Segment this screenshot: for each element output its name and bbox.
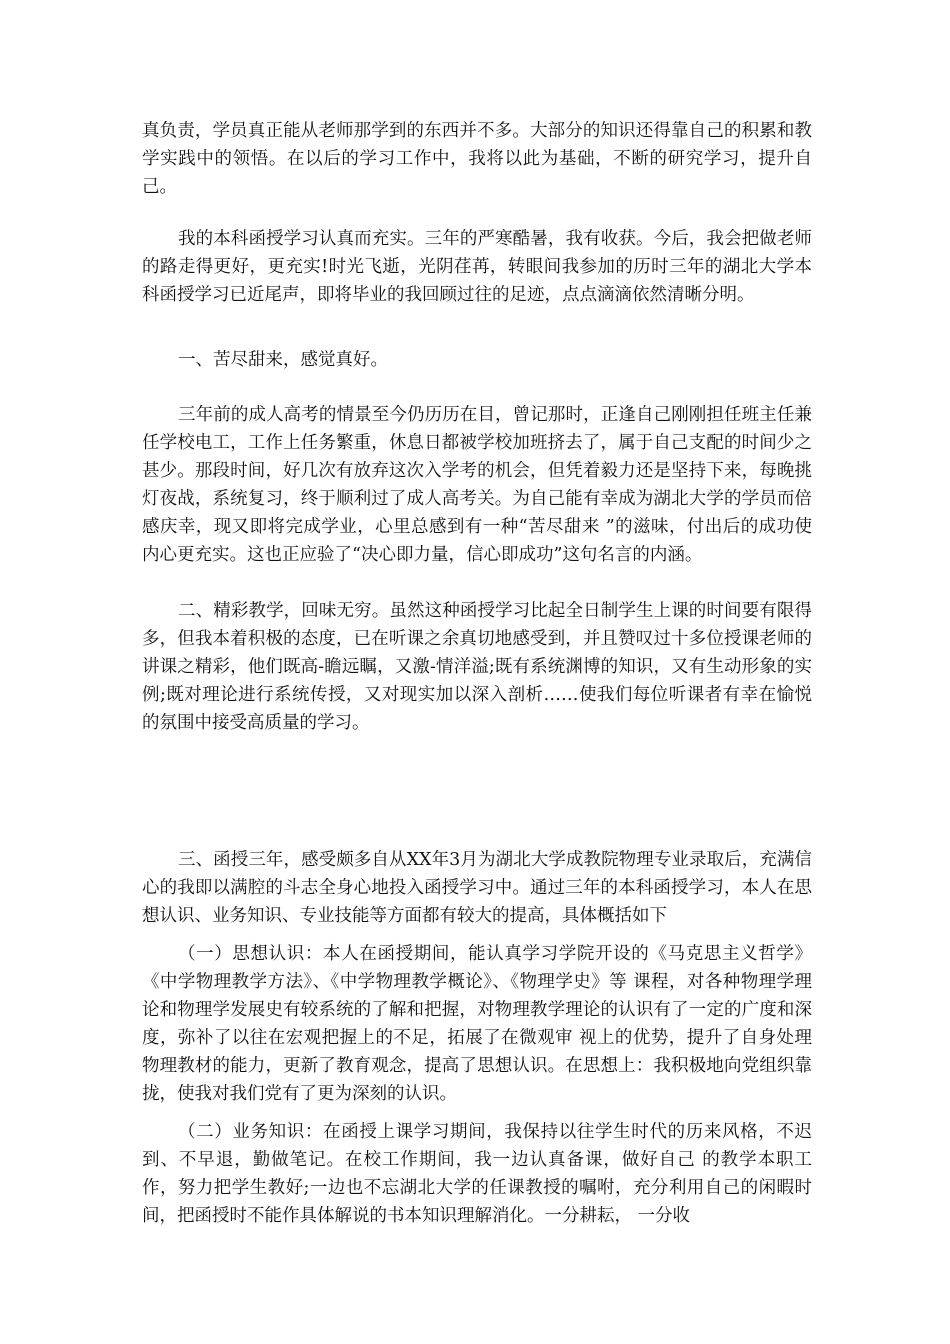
paragraph-section-3: 三、函授三年，感受颇多自从XX年3月为湖北大学成教院物理专业录取后，充满信心的我即以满腔的斗志全身心地投入函授学习中。通过三年的本科函授学习，本人在思想认识、业务知识、专业技能等方面都有较大的提高，具体概括如下 — [142, 850, 812, 926]
paragraph-continuation: 真负责，学员真正能从老师那学到的东西并不多。大部分的知识还得靠自己的积累和教学实践中的领悟。在以后的学习工作中，我将以此为基础，不断的研究学习，提升自己。 — [142, 121, 812, 197]
section-heading-1: 一、苦尽甜来，感觉真好。 — [178, 350, 388, 370]
paragraph-sub-2: （二）业务知识：在函授上课学习期间，我保持以往学生时代的历来风格，不迟到、不早退，勤做笔记。在校工作期间，我一边认真备课，做好自己 的教学本职工作，努力把学生教好;一边也不忘湖北大学的任课教授的嘱咐，充分利用自己的闲暇时间，把函授时不能作具体解说的书本知识理解消化。一分耕耘， 一分收 — [142, 1122, 812, 1226]
paragraph-intro: 我的本科函授学习认真而充实。三年的严寒酷暑，我有收获。今后，我会把做老师的路走得更好，更充实!时光飞逝，光阴荏苒，转眼间我参加的历时三年的湖北大学本科函授学习已近尾声，即将毕业的我回顾过往的足迹，点点滴滴依然清晰分明。 — [142, 229, 812, 305]
paragraph-section-2: 二、精彩教学，回味无穷。虽然这种函授学习比起全日制学生上课的时间要有限得多，但我本着积极的态度，已在听课之余真切地感受到，并且赞叹过十多位授课老师的讲课之精彩，他们既高-瞻远瞩，又激-情洋溢;既有系统渊博的知识，又有生动形象的实例;既对理论进行系统传授，又对现实加以深入剖析……使我们每位听课者有幸在愉悦的氛围中接受高质量的学习。 — [142, 601, 812, 733]
paragraph-section-1: 三年前的成人高考的情景至今仍历历在目，曾记那时，正逢自己刚刚担任班主任兼任学校电工，工作上任务繁重，休息日都被学校加班挤去了，属于自己支配的时间少之甚少。那段时间，好几次有放弃这次入学考的机会，但凭着毅力还是坚持下来，每晚挑灯夜战，系统复习，终于顺利过了成人高考关。为自己能有幸成为湖北大学的学员而倍感庆幸，现又即将完成学业，心里总感到有一种“苦尽甜来 ”的滋味，付出后的成功使内心更充实。这也正应验了“决心即力量，信心即成功”这句名言的内涵。 — [142, 405, 812, 565]
paragraph-sub-1: （一）思想认识：本人在函授期间，能认真学习学院开设的《马克思主义哲学》《中学物理教学方法》、《中学物理教学概论》、《物理学史》等 课程，对各种物理学理论和物理学发展史有较系统的了解和把握，对物理教学理论的认识有了一定的广度和深度，弥补了以往在宏观把握上的不足，拓展了在微观审 视上的优势，提升了自身处理物理教材的能力，更新了教育观念，提高了思想认识。在思想上：我积极地向党组织靠拢，使我对我们党有了更为深刻的认识。 — [142, 944, 812, 1104]
